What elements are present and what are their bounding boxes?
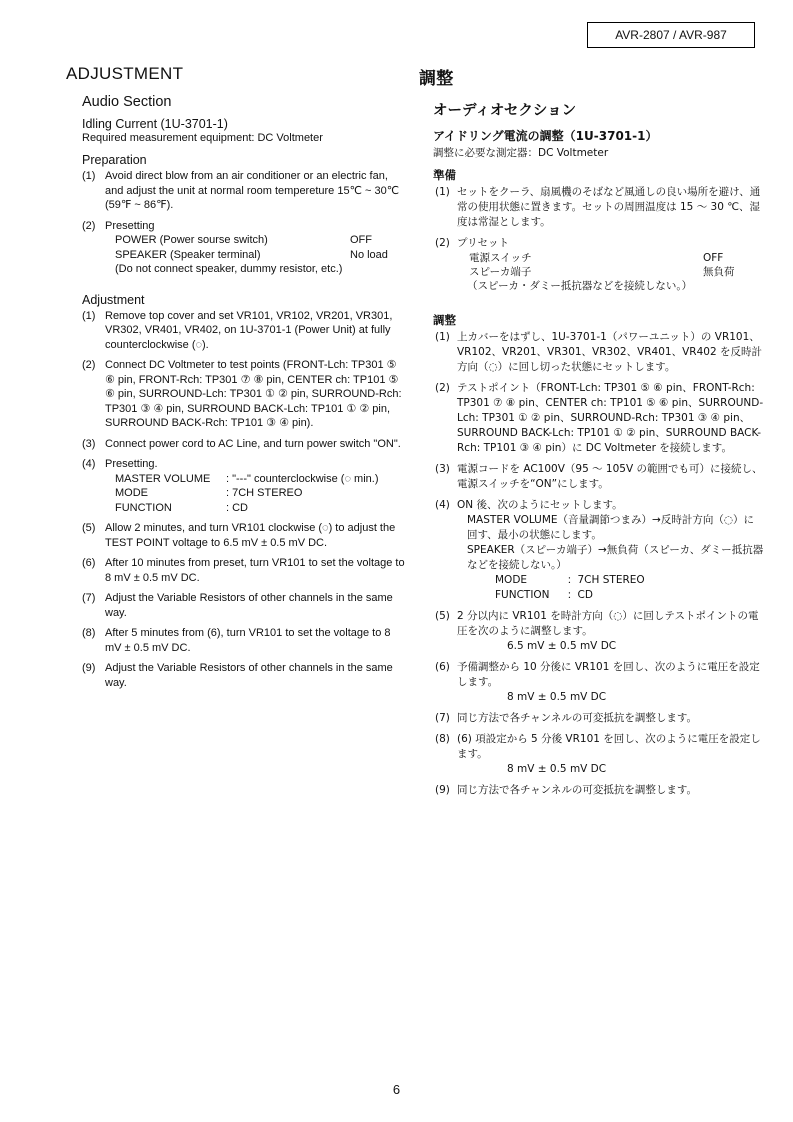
list-item: (8) After 5 minutes from (6), turn VR101 to set the voltage to 8 mV ± 0.5 mV DC. [82, 627, 391, 654]
preset-row: SPEAKER (Speaker terminal) No load [115, 248, 388, 261]
audio-section-heading-jp: オーディオセクション [433, 103, 577, 119]
list-item: (6) After 10 minutes from preset, turn VR101 to set the voltage to 8 mV ± 0.5 mV DC. [82, 557, 405, 584]
english-column [66, 60, 406, 696]
adjustment-heading: Adjustment [82, 292, 145, 307]
list-item: (2) プリセット 電源スイッチ OFF スピーカ端子 無負荷 （スピーカ・ダミー抵抗器などを接続しない。） [435, 236, 764, 294]
list-item: (6) 予備調整から 10 分後に VR101 を回し、次のように電圧を設定します。 8 mV ± 0.5 mV DC [435, 661, 760, 703]
adjustment-heading-jp: 調整 [433, 313, 456, 327]
adjustment-list-jp [435, 330, 764, 798]
preset-row: FUNCTION ：CD [495, 589, 593, 601]
preparation-heading: Preparation [82, 153, 147, 167]
list-item: (9) 同じ方法で各チャンネルの可変抵抗を調整します。 [435, 784, 698, 796]
adjustment-list [82, 309, 406, 691]
list-item: (1) セットをクーラ、扇風機のそばなど風通しの良い場所を避け、通常の使用状態に置きます。セットの周囲温度は 15 ～ 30 ℃、湿度は常湿とします。 [435, 186, 761, 228]
preset-row: MODE : 7CH STEREO [115, 487, 303, 499]
list-item: (9) Adjust the Variable Resistors of other channels in the same way. [82, 662, 393, 689]
list-item: (7) 同じ方法で各チャンネルの可変抵抗を調整します。 [435, 712, 698, 724]
preset-row: MASTER VOLUME : "---" counterclockwise (◌ min.) [115, 472, 379, 485]
list-item: (1) 上カバーをはずし、1U-3701-1（パワーユニット）の VR101、VR102、VR201、VR301、VR302、VR401、VR402 を反時計方向（◌）に回し切った状態にセットします。 [435, 331, 762, 373]
list-item: (2) Presetting POWER (Power sourse switch) OFF SPEAKER (Speaker terminal) No load (Do not connect speaker, dummy resistor, etc.) [82, 219, 406, 277]
audio-section-heading: Audio Section [82, 94, 172, 110]
preset-row: POWER (Power sourse switch) OFF [115, 234, 372, 246]
preset-row: スピーカ端子 無負荷 [469, 266, 735, 278]
list-item: (8) (6) 項設定から 5 分後 VR101 を回し、次のように電圧を設定します。 8 mV ± 0.5 mV DC [435, 733, 761, 775]
list-item: (3) Connect power cord to AC Line, and turn power switch "ON". [82, 437, 401, 450]
preset-row: MODE ：7CH STEREO [495, 574, 645, 586]
list-item: (2) テストポイント（FRONT-Lch: TP301 ⑤ ⑥ pin、FRONT-Rch: TP301 ⑦ ⑧ pin、CENTER ch: TP101 ⑤ ⑥ pin、SURROUND-Lch: TP301 ① ② pin、SURROUND-Rch: TP301 ③ ④ pin、SURROUND BACK-Lch: TP101 ① ② pin、SURROUND BACK-Rch: TP101 ③ ④ pin）に DC Voltmeter を接続します。 [435, 382, 764, 454]
adjustment-title-jp: 調整 [419, 69, 454, 89]
preset-row: 電源スイッチ OFF [469, 252, 724, 264]
list-item: (1) Remove top cover and set VR101, VR102, VR201, VR301, VR302, VR401, VR402, on 1U-3701-1 (Power Unit) at fully counterclockwise (◌). [82, 309, 393, 351]
list-item: (4) Presetting. MASTER VOLUME : "---" counterclockwise (◌ min.) MODE : 7CH STEREO FUNCTION : CD [82, 457, 406, 515]
japanese-column [419, 60, 764, 804]
model-number-box: AVR-2807 / AVR-987 [587, 22, 755, 48]
preparation-list [82, 169, 406, 277]
adjustment-title: ADJUSTMENT [66, 64, 184, 83]
list-item: (1) Avoid direct blow from an air conditioner or an electric fan, and adjust the unit at normal room tempereture 15℃ ~ 30℃ (59℉ ~ 86℉). [82, 170, 400, 211]
preset-row: FUNCTION : CD [115, 501, 248, 514]
idling-current-title: Idling Current (1U-3701-1) [82, 117, 228, 131]
list-item: (5) Allow 2 minutes, and turn VR101 clockwise (◌) to adjust the TEST POINT voltage to 6.5 mV ± 0.5 mV DC. [82, 522, 396, 549]
page-number: 6 [392, 1082, 401, 1097]
list-item: (5) 2 分以内に VR101 を時計方向（◌）に回しテストポイントの電圧を次のように調整します。 6.5 mV ± 0.5 mV DC [435, 610, 759, 652]
preparation-heading-jp: 準備 [433, 168, 456, 182]
required-equipment-jp: 調整に必要な測定器：DC Voltmeter [433, 147, 609, 159]
idling-current-title-jp: アイドリング電流の調整（1U-3701-1） [433, 129, 658, 143]
required-equipment: Required measurement equipment: DC Voltmeter [82, 132, 323, 144]
list-item: (2) Connect DC Voltmeter to test points (FRONT-Lch: TP301 ⑤ ⑥ pin, FRONT-Rch: TP301 ⑦ ⑧ pin, CENTER ch: TP101 ⑤ ⑥ pin, SURROUND-Lch: TP301 ① ② pin, SURROUND-Rch: TP301 ③ ④ pin, SURROUND BACK-Lch: TP101 ① ② pin, SURROUND BACK-Rch: TP101 ③ ④ pin). [82, 359, 402, 429]
list-item: (4) ON 後、次のようにセットします。 MASTER VOLUME（音量調節つまみ）→反時計方向（◌）に回す、最小の状態にします。 SPEAKER（スピーカ端子）→無負荷（スピーカ、ダミー抵抗器などを接続しない。） MODE ：7CH STEREO FUNCTION ：CD [435, 499, 764, 601]
list-item: (7) Adjust the Variable Resistors of other channels in the same way. [82, 592, 393, 619]
preparation-list-jp [435, 185, 764, 294]
list-item: (3) 電源コードを AC100V（95 ～ 105V の範囲でも可）に接続し、電源スイッチを“ON”にします。 [435, 463, 763, 490]
